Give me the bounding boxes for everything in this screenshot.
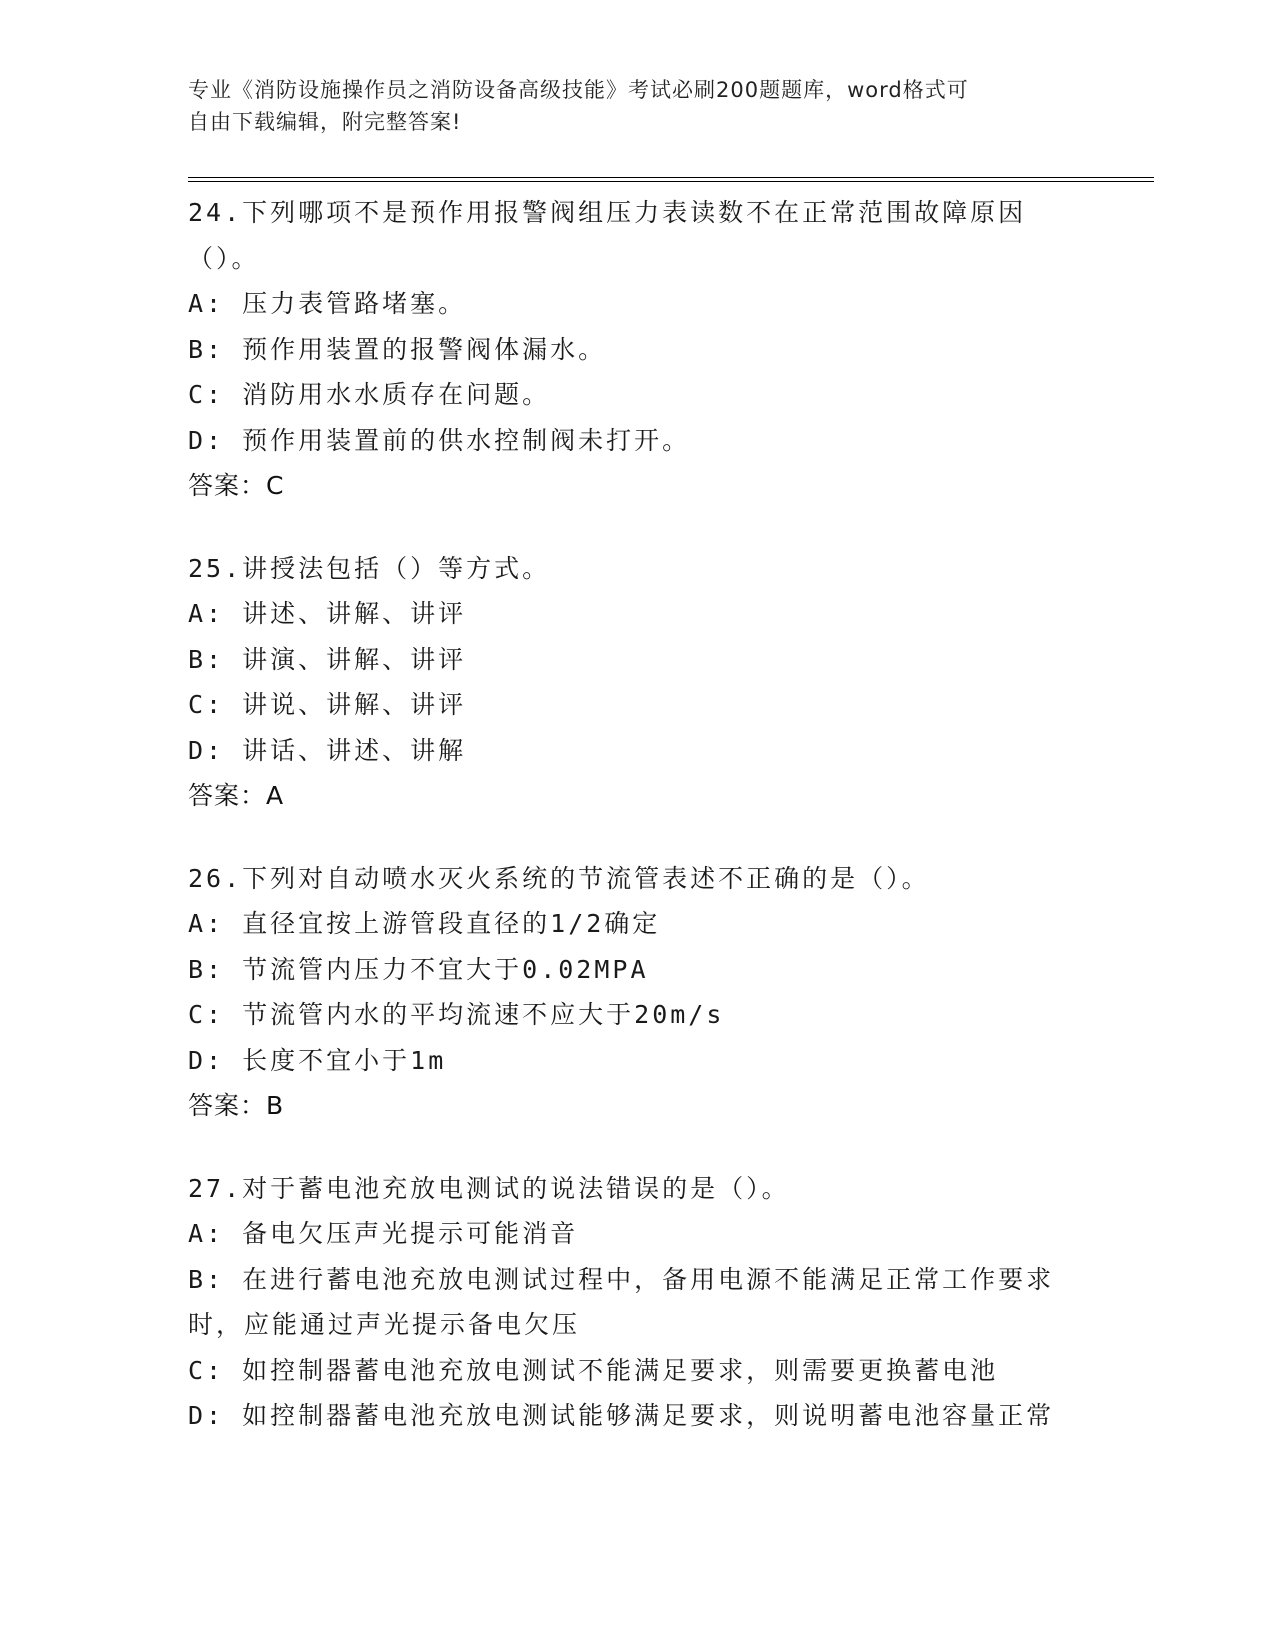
question-stem: 25.讲授法包括（）等方式。 — [188, 553, 551, 583]
header-line-2: 自由下载编辑，附完整答案! — [188, 110, 462, 134]
question-24 — [188, 190, 1088, 509]
option-c: C: 如控制器蓄电池充放电测试不能满足要求，则需要更换蓄电池 — [188, 1355, 999, 1385]
header-divider-thin — [188, 181, 1154, 182]
option-a: A: 直径宜按上游管段直径的1/2确定 — [188, 909, 661, 938]
option-a: A: 讲述、讲解、讲评 — [188, 599, 467, 628]
answer-label: 答案：A — [188, 781, 285, 810]
option-b: B: 在进行蓄电池充放电测试过程中，备用电源不能满足正常工作要求时，应能通过声光提示备电欠压 — [188, 1264, 1055, 1339]
option-b: B: 预作用装置的报警阀体漏水。 — [188, 334, 607, 364]
option-d: D: 长度不宜小于1m — [188, 1045, 447, 1075]
option-c: C: 消防用水水质存在问题。 — [188, 380, 551, 409]
option-b: B: 节流管内压力不宜大于0.02MPA — [188, 954, 649, 984]
option-c: C: 节流管内水的平均流速不应大于20m/s — [188, 1000, 725, 1029]
question-27 — [188, 1166, 1088, 1439]
option-c: C: 讲说、讲解、讲评 — [188, 690, 467, 719]
option-a: A: 备电欠压声光提示可能消音 — [188, 1219, 579, 1248]
question-26 — [188, 856, 1088, 1129]
option-b: B: 讲演、讲解、讲评 — [188, 644, 467, 674]
answer-label: 答案：C — [188, 471, 285, 500]
answer-label: 答案：B — [188, 1091, 285, 1120]
option-d: D: 讲话、讲述、讲解 — [188, 735, 467, 765]
question-stem: 27.对于蓄电池充放电测试的说法错误的是（）。 — [188, 1173, 790, 1203]
question-stem: 26.下列对自动喷水灭火系统的节流管表述不正确的是（）。 — [188, 863, 930, 893]
option-d: D: 预作用装置前的供水控制阀未打开。 — [188, 425, 691, 455]
option-d: D: 如控制器蓄电池充放电测试能够满足要求，则说明蓄电池容量正常 — [188, 1401, 1055, 1430]
question-list — [188, 190, 1088, 1476]
question-25 — [188, 546, 1088, 819]
question-stem: 24.下列哪项不是预作用报警阀组压力表读数不在正常范围故障原因（）。 — [188, 198, 1027, 273]
header-line-1: 专业《消防设施操作员之消防设备高级技能》考试必刷200题题库，word格式可 — [188, 78, 969, 102]
header-divider-thick — [188, 177, 1154, 178]
option-a: A: 压力表管路堵塞。 — [188, 289, 467, 318]
document-header — [188, 74, 1088, 138]
